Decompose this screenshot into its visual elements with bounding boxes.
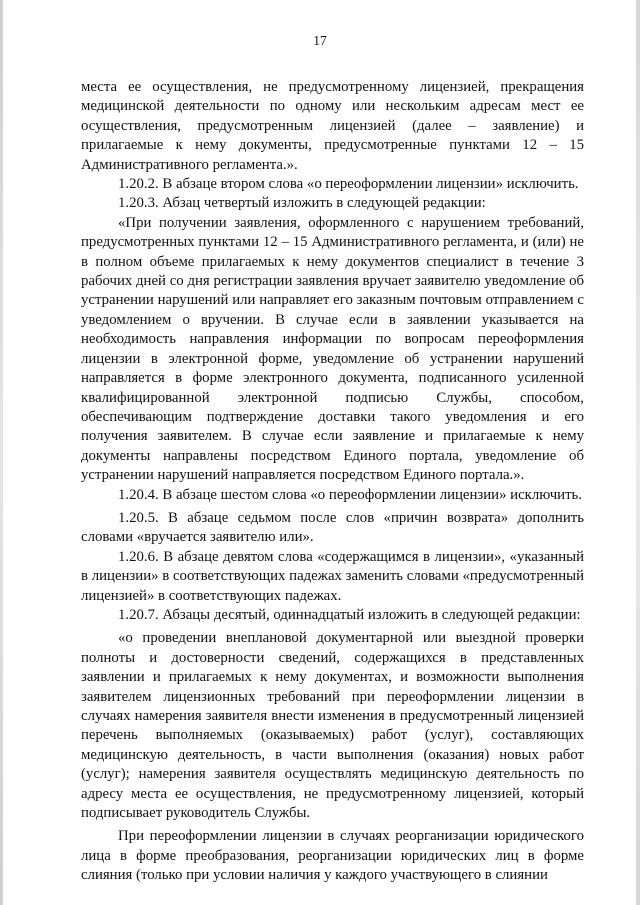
body-text — [81, 78, 584, 886]
paragraph-reorganization: При переоформлении лицензии в случаях реорганизации юридического лица в форме преобразования, реорганизации юридических лиц в форме слияния (только при условии наличия у каждого участвующего в слиянии — [81, 828, 584, 884]
paragraph-continuation: места ее осуществления, не предусмотренному лицензией, прекращения медицинской деятельности по одному или нескольким адресам мест ее осуществления, предусмотренным лицензией (далее – заявление) и прилагаемые к нему документы, предусмотренные пунктами 12 – 15 Административного регламента.». — [81, 79, 584, 173]
paragraph-1-20-2: 1.20.2. В абзаце втором слова «о переоформлении лицензии» исключить. — [118, 176, 579, 193]
paragraph-1-20-4: 1.20.4. В абзаце шестом слова «о переоформлении лицензии» исключить. — [118, 486, 582, 503]
paragraph-1-20-3: 1.20.3. Абзац четвертый изложить в следующей редакции: — [118, 195, 486, 212]
page-edge-left — [0, 0, 3, 905]
quoted-paragraph-inspection: «о проведении внеплановой документарной или выездной проверки полноты и достоверности сведений, содержащихся в представленных заявлении и прилагаемых к нему документах, и возможности выполнения заявителем лицензионных требований при переоформлении лицензии в случаях намерения заявителя внести изменения в предусмотренный лицензией перечень выполняемых (оказываемых) работ (услуг), составляющих медицинскую деятельность, в части выполнения (оказания) новых работ (услуг); намерения заявителя осуществлять медицинскую деятельность по адресу места ее осуществления, не предусмотренному лицензией, который подписывает руководитель Службы. — [81, 630, 584, 822]
page-edge-right — [636, 0, 640, 905]
paragraph-1-20-6: 1.20.6. В абзаце девятом слова «содержащимся в лицензии», «указанный в лицензии» в соответствующих падежах заменить словами «предусмотренный лицензией» в соответствующих падежах. — [81, 548, 584, 604]
paragraph-1-20-7: 1.20.7. Абзацы десятый, одиннадцатый изложить в следующей редакции: — [118, 606, 581, 623]
quoted-paragraph-receipt: «При получении заявления, оформленного с нарушением требований, предусмотренных пунктами 12 – 15 Административного регламента, и (или) не в полном объеме прилагаемых к нему документов специалист в течение 3 рабочих дней со дня регистрации заявления вручает заявителю уведомление об устранении нарушений или направляет его заказным почтовым отправлением с уведомлением о вручении. В случае если в заявлении указывается на необходимость направления информации по вопросам переоформления лицензии в электронной форме, уведомление об устранении нарушений направляется в форме электронного документа, подписанного усиленной квалифицированной электронной подписью Службы, способом, обеспечивающим подтверждение доставки такого уведомления и его получения заявителем. В случае если заявление и прилагаемые к нему документы направлены посредством Единого портала, уведомление об устранении нарушений направляется посредством Единого портала.». — [81, 214, 584, 484]
paragraph-1-20-5: 1.20.5. В абзаце седьмом после слов «причин возврата» дополнить словами «вручается заявителю или». — [81, 509, 584, 546]
page-number: 17 — [313, 33, 327, 48]
